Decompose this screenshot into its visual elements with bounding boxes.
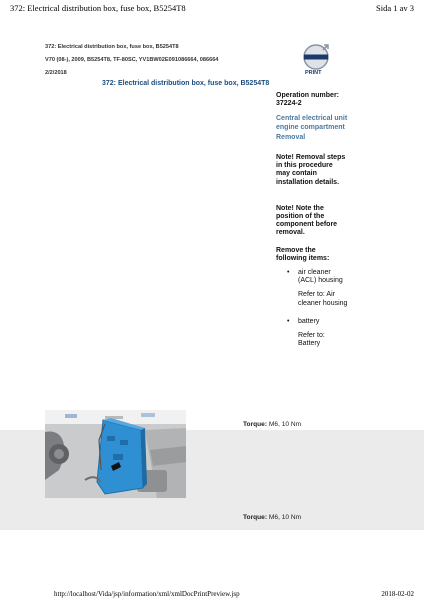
remove-heading: Remove the following items: <box>276 246 330 262</box>
item-reference-link[interactable]: Refer to: Battery <box>298 332 325 348</box>
torque-spec <box>243 514 301 521</box>
list-item <box>276 269 348 285</box>
item-reference-link[interactable]: Refer to: Air cleaner housing <box>298 291 348 307</box>
footer-url: http://localhost/Vida/jsp/information/xml/xmlDocPrintPreview.jsp <box>54 590 240 598</box>
note-removal: Note! Removal steps in this procedure may contain installation details. <box>276 154 346 186</box>
meta-title: 372: Electrical distribution box, fuse box, B5254T8 <box>45 44 179 50</box>
item-label: battery <box>298 317 320 325</box>
footer-date: 2018-02-02 <box>381 590 414 598</box>
volvo-logo-icon <box>301 42 331 72</box>
bullet: • <box>287 269 290 277</box>
operation-number: 37224-2 <box>276 100 302 108</box>
procedure-column <box>276 92 348 348</box>
section-heading: Central electrical unit engine compartment <box>276 115 348 131</box>
meta-date: 2/2/2018 <box>45 70 67 76</box>
torque-spec <box>243 421 301 428</box>
list-item <box>276 318 348 326</box>
bullet: • <box>287 317 290 325</box>
torque-label: Torque: <box>243 514 268 521</box>
engine-compartment-illustration <box>45 410 186 498</box>
meta-vehicle: V70 (08-), 2009, B5254T8, TF-80SC, YV1BW02E091086664, 086664 <box>45 57 219 63</box>
operation-label: Operation number: <box>276 92 340 99</box>
print-label[interactable]: PRINT <box>305 70 322 76</box>
document-heading: 372: Electrical distribution box, fuse box, B5254T8 <box>102 80 270 87</box>
subsection-heading: Removal <box>276 133 306 141</box>
item-label: air cleaner (ACL) housing <box>298 269 343 285</box>
page-header-title: 372: Electrical distribution box, fuse box, B5254T8 <box>10 3 186 13</box>
torque-value: M6, 10 Nm <box>268 514 302 521</box>
page-number: Sida 1 av 3 <box>375 3 414 13</box>
torque-value: M6, 10 Nm <box>268 421 302 428</box>
torque-label: Torque: <box>243 421 268 428</box>
note-position: Note! Note the position of the component before removal. <box>276 204 338 237</box>
